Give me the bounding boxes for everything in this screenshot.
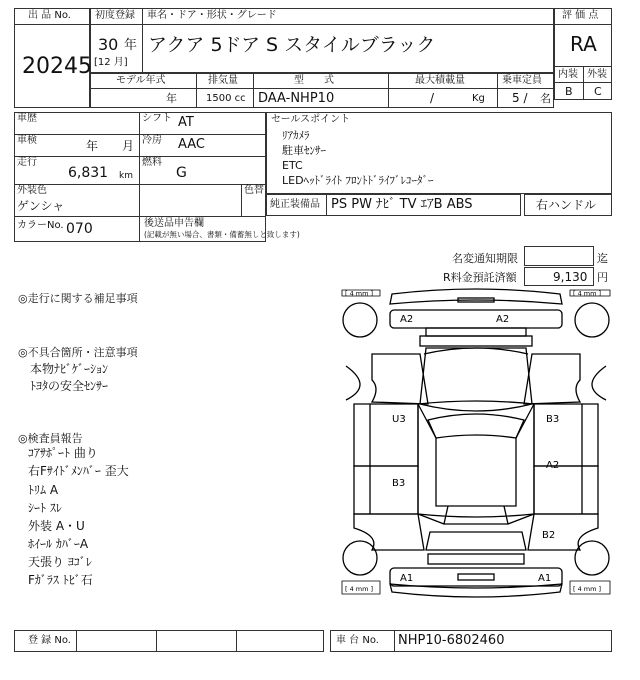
score-label: 評 価 点 bbox=[562, 10, 599, 21]
model-code-label: 型 式 bbox=[294, 75, 334, 86]
inspector-note-3: ﾄﾘﾑ A bbox=[28, 483, 59, 497]
sales-points-label: セールスポイント bbox=[271, 114, 351, 125]
first-registration-year: 30 bbox=[98, 35, 119, 54]
registration-no-label: 登 録 No. bbox=[28, 635, 71, 646]
car-name-label: 車名・ドア・形状・グレード bbox=[147, 10, 277, 21]
exterior-grade: C bbox=[594, 85, 602, 98]
mark-right-rear-fender: B2 bbox=[542, 530, 556, 541]
exterior-color-label: 外装色 bbox=[17, 185, 47, 196]
max-load: / bbox=[430, 91, 435, 105]
sales-point-2: 駐車ｾﾝｻｰ bbox=[282, 144, 326, 157]
lot-number: 20245 bbox=[22, 54, 92, 79]
lot-number-label: 出 品 No. bbox=[28, 10, 71, 21]
score-value: RA bbox=[570, 32, 597, 56]
exterior-color: ゲンシャ bbox=[17, 199, 65, 213]
mileage: 6,831 bbox=[68, 165, 109, 181]
inspection-year: 年 bbox=[86, 139, 99, 153]
inspection-label: 車検 bbox=[17, 135, 37, 146]
ac: AAC bbox=[178, 137, 205, 152]
displacement: 1500 cc bbox=[206, 93, 246, 104]
inspector-note-7: 天張り ﾖｺﾞﾚ bbox=[28, 555, 92, 569]
recycle-fee: 9,130 bbox=[553, 270, 588, 284]
inspection-month: 月 bbox=[122, 139, 135, 153]
color-change-label: 色替 bbox=[244, 185, 264, 196]
interior-grade: B bbox=[565, 85, 573, 98]
inspector-note-6: ﾎｲｰﾙ ｶﾊﾞｰA bbox=[28, 537, 89, 551]
name-change-unit: 迄 bbox=[597, 252, 608, 265]
capacity-unit: 名 bbox=[540, 92, 551, 105]
mileage-label: 走行 bbox=[17, 157, 37, 168]
first-registration-label: 初度登録 bbox=[95, 10, 135, 21]
name-change-field bbox=[524, 246, 594, 266]
mileage-unit: km bbox=[119, 171, 133, 181]
model-year-unit: 年 bbox=[166, 92, 177, 105]
mark-left-front-door: U3 bbox=[392, 414, 406, 425]
mark-rear-bumper-left: A1 bbox=[400, 573, 414, 584]
ac-label: 冷房 bbox=[142, 135, 162, 146]
sales-point-4: LEDﾍｯﾄﾞﾗｲﾄ ﾌﾛﾝﾄﾄﾞﾗｲﾌﾞﾚｺｰﾀﾞｰ bbox=[282, 174, 434, 187]
mark-front-bumper-left: A2 bbox=[400, 314, 414, 325]
model-code: DAA-NHP10 bbox=[258, 91, 335, 106]
color-no-label: カラーNo. bbox=[17, 220, 64, 231]
equipment-label: 純正装備品 bbox=[270, 199, 320, 210]
max-load-label: 最大積載量 bbox=[415, 75, 465, 86]
chassis-no-label: 車 台 No. bbox=[336, 635, 379, 646]
sales-point-3: ETC bbox=[282, 159, 303, 172]
equipment-value: PS PW ﾅﾋﾞ TV ｴｱB ABS bbox=[331, 197, 473, 212]
aftermarket-label: 後送品申告欄 bbox=[144, 218, 204, 229]
max-load-unit: Kg bbox=[472, 93, 485, 104]
recycle-fee-label: R料金預託済額 bbox=[443, 271, 517, 284]
mark-right-front-fender: B3 bbox=[546, 414, 560, 425]
first-registration-month: [12 月] bbox=[94, 57, 128, 68]
inspector-note-8: Fｶﾞﾗｽ ﾄﾋﾞ石 bbox=[28, 573, 93, 587]
fuel-label: 燃料 bbox=[142, 157, 162, 168]
inspector-note-5: 外装 A・U bbox=[28, 519, 85, 533]
defect-1: 本物ﾅﾋﾞｹﾞｰｼｮﾝ bbox=[30, 362, 109, 376]
driving-notes-label: ◎走行に関する補足事項 bbox=[18, 292, 138, 305]
sales-point-1: ﾘｱｶﾒﾗ bbox=[282, 129, 310, 142]
name-change-label: 名変通知期限 bbox=[452, 252, 518, 265]
inspector-label: ◎検査員報告 bbox=[18, 432, 83, 445]
displacement-label: 排気量 bbox=[208, 75, 238, 86]
tire-depth-front-right: [ 4 mm ] bbox=[573, 289, 602, 298]
defects-label: ◎不具合箇所・注意事項 bbox=[18, 346, 138, 359]
capacity: 5 / bbox=[512, 91, 528, 105]
steering: 右ハンドル bbox=[536, 198, 597, 212]
tire-depth-front-left: [ 4 mm ] bbox=[345, 289, 374, 298]
aftermarket-note: (記載が無い場合、書類・備蓄無しと致します) bbox=[144, 230, 300, 239]
mark-left-rear-door: B3 bbox=[392, 478, 406, 489]
capacity-label: 乗車定員 bbox=[502, 75, 542, 86]
exterior-grade-label: 外装 bbox=[587, 69, 607, 80]
color-no: 070 bbox=[66, 221, 93, 237]
fuel: G bbox=[176, 165, 187, 181]
shift: AT bbox=[178, 115, 194, 130]
history-label: 車歴 bbox=[17, 113, 37, 124]
mark-rear-bumper-right: A1 bbox=[538, 573, 552, 584]
tire-depth-rear-left: [ 4 mm ] bbox=[345, 585, 374, 593]
shift-label: シフト bbox=[142, 113, 172, 124]
tire-depth-rear-right: [ 4 mm ] bbox=[573, 585, 602, 593]
inspector-note-4: ｼｰﾄ ｽﾚ bbox=[28, 501, 62, 515]
inspector-note-1: ｺｱｻﾎﾟｰﾄ 曲り bbox=[28, 446, 98, 460]
car-damage-diagram bbox=[340, 288, 612, 614]
mark-front-bumper-right: A2 bbox=[496, 314, 510, 325]
defect-2: ﾄﾖﾀの安全ｾﾝｻｰ bbox=[30, 379, 109, 393]
inspector-note-2: 右Fｻｲﾄﾞﾒﾝﾊﾞｰ 歪大 bbox=[28, 464, 129, 478]
car-name: アクア 5ドア S スタイルブラック bbox=[148, 34, 436, 56]
year-unit: 年 bbox=[124, 38, 138, 53]
recycle-fee-unit: 円 bbox=[597, 271, 608, 284]
interior-grade-label: 内装 bbox=[558, 69, 578, 80]
mark-right-rear-door: A2 bbox=[546, 460, 560, 471]
model-year-label: モデル年式 bbox=[116, 75, 166, 86]
chassis-no: NHP10-6802460 bbox=[398, 633, 505, 648]
